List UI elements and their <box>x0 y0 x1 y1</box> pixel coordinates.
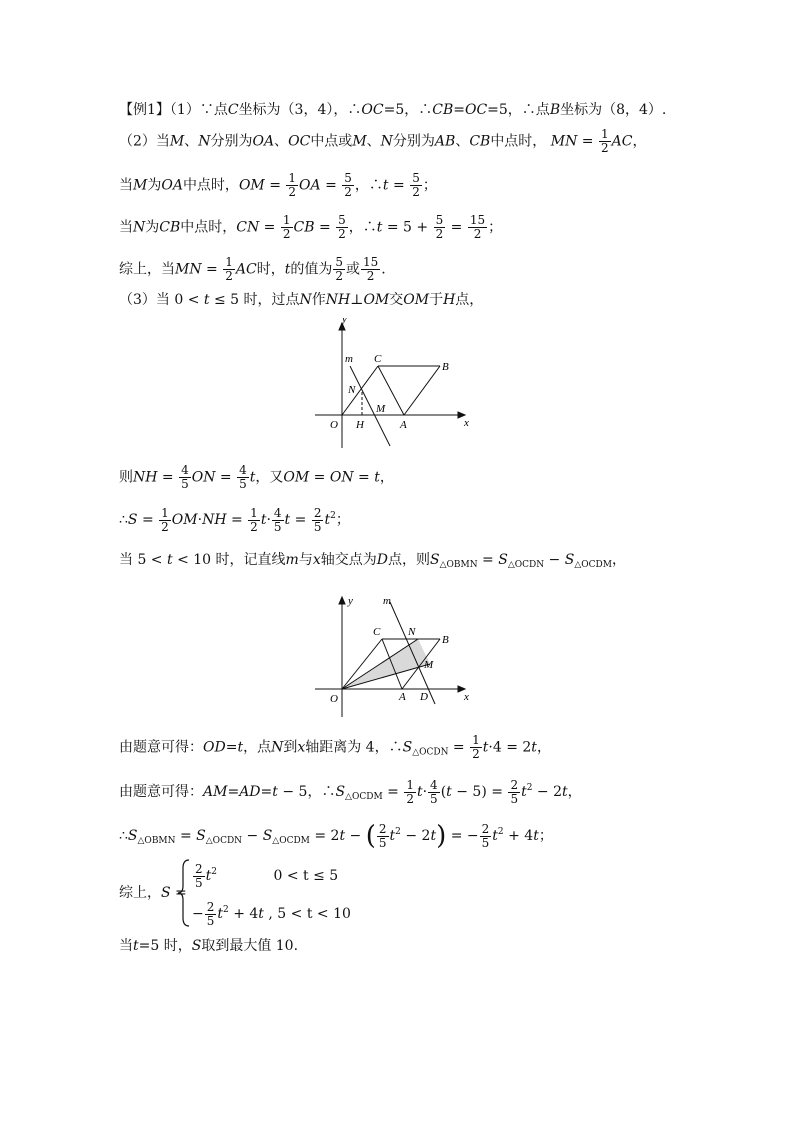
example-tag: 【例1】 <box>119 102 170 118</box>
figure-1 <box>310 318 480 453</box>
piecewise-brace <box>177 858 191 928</box>
fig1-n-label: N <box>348 384 356 396</box>
line-5: 综上，当MN = $\frac{1}{2}$ AC时，t的值为 $\frac{5}{2}$ 或 $\frac{15}{2}$ . <box>119 255 386 283</box>
figure-2 <box>310 592 480 722</box>
line-7: 则NH = $\frac{4}{5}$ ON = $\frac{4}{5}$ t，又OM = ON = t， <box>119 463 394 491</box>
piecewise-case-1: $\frac{2}{5}$ $t^2$ 0 < t ≤ 5 <box>195 861 339 890</box>
fig2-y-label: y <box>348 595 353 607</box>
fig2-x-label: x <box>464 691 469 703</box>
fig2-m-point-label: M <box>424 659 434 671</box>
line-12: $\therefore S_{\triangle OBMN} = S_{\triangle OCDN} - S_{\triangle OCDM} = 2t$ − ( $\frac{2}{5}$ $t^2 - 2t$) = − $\frac{2}{5}$ $t^2 + 4t$； <box>119 821 553 851</box>
line-3: 当M为OA中点时，OM = $\frac{1}{2}$ OA = $\frac{5}{2}$ ，∴t = $\frac{5}{2}$ ； <box>119 171 437 199</box>
line-11: 由题意可得：AM=AD=t − 5，$\therefore S_{\triangle OCDM}$ = $\frac{1}{2}$ t· $\frac{4}{5}$ (t − 5) = $\frac{2}{5}$ $t^2 - 2t$， <box>119 777 582 806</box>
fig1-b-label: B <box>442 361 449 373</box>
fig1-y-label: y <box>342 318 347 325</box>
line-14: 当t=5 时，S取到最大值 10. <box>119 938 299 954</box>
fig1-m-point-label: M <box>376 403 386 415</box>
fig1-o-label: O <box>330 419 338 431</box>
fig2-o-label: O <box>330 693 338 705</box>
fig2-n-label: N <box>408 626 416 638</box>
line-4: 当N为CB中点时，CN = $\frac{1}{2}$ CB = $\frac{5}{2}$ ，∴t = 5 + $\frac{5}{2}$ = $\frac{15}{2}$ ； <box>119 213 503 241</box>
line-10: 由题意可得：OD=t，点N到x轴距离为 4，$\therefore S_{\triangle OCDN}$ = $\frac{1}{2}$ t·4 = 2t， <box>119 733 551 761</box>
fig2-a-label: A <box>399 691 406 703</box>
fig1-c-label: C <box>374 353 382 365</box>
line-9: 当 5 < t < 10 时，记直线m与x轴交点为D点，则$S_{\triangle OBMN} = S_{\triangle OCDN} - S_{\triangle OCDM}$， <box>119 552 626 570</box>
fig2-d-label: D <box>420 691 428 703</box>
fig2-c-label: C <box>373 626 381 638</box>
fig1-x-label: x <box>464 417 469 429</box>
line-2: （2）当M、N分别为OA、OC中点或M、N分别为AB、CB中点时， MN = $\frac{1}{2}$ AC， <box>119 127 647 155</box>
fig2-m-label: m <box>383 595 391 607</box>
line-6: （3）当 0 < t ≤ 5 时，过点N作NH⊥OM交OM于H点， <box>119 292 484 308</box>
piecewise-case-2: − $\frac{2}{5}$ $t^2 + 4t$ , 5 < t < 10 <box>192 899 351 928</box>
line-13: 综上，S = <box>119 885 187 901</box>
fig1-a-label: A <box>400 419 407 431</box>
line-8: ∴S = $\frac{1}{2}$ OM·NH = $\frac{1}{2}$ t· $\frac{4}{5}$ t = $\frac{2}{5}$ $t^2$； <box>119 505 350 534</box>
fig1-m-label: m <box>345 353 353 365</box>
fig1-h-label: H <box>356 419 364 431</box>
fig2-b-label: B <box>442 634 449 646</box>
line-1: 【例1】（1）∵点C坐标为（3，4），∴OC=5，∴CB=OC=5，∴点B坐标为（8，4）. <box>119 102 667 118</box>
